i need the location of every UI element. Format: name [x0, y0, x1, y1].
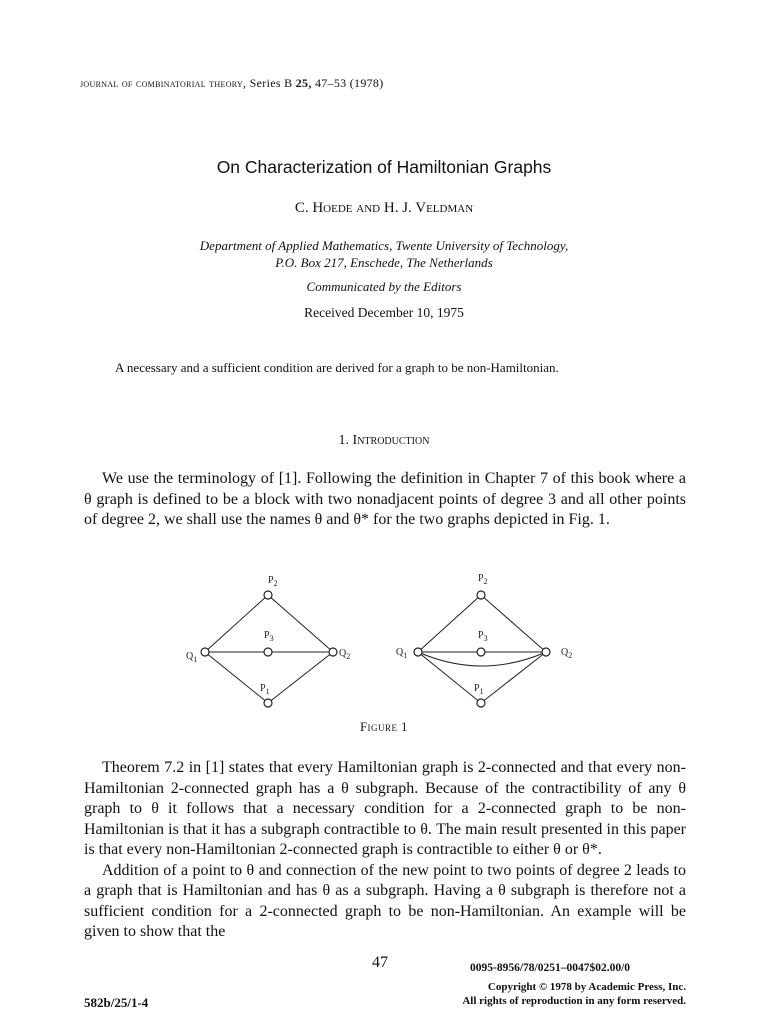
section-number: 1.: [338, 433, 350, 448]
journal-series: Series B: [249, 76, 293, 90]
journal-pages-year: 47–53 (1978): [314, 76, 384, 90]
vertex-p2-star: [477, 591, 485, 599]
label-q2: $Q_2$: [339, 648, 351, 661]
journal-name: journal of combinatorial theory,: [80, 76, 247, 90]
edge-p2-q2: [268, 595, 333, 652]
figure-1-graphs: [0, 565, 768, 715]
paragraph-3: Addition of a point to θ and connection of the new point to two points of degree 2 leads to a graph that is Hamiltonian and has θ as a subgraph. Having a θ subgraph is therefore not a sufficient condition for a 2-connected graph to be non-Hamiltonian. An example will be given to show that the: [84, 861, 686, 940]
figure-caption: Figure 1: [360, 720, 408, 734]
edge-p1-q2: [268, 652, 333, 703]
vertex-q1-star: [414, 648, 422, 656]
label-p1-star: $P_1$: [474, 683, 484, 696]
edge-q1-p2: [205, 595, 268, 652]
copyright-line-1: Copyright © 1978 by Academic Press, Inc.: [487, 981, 686, 993]
authors: [0, 200, 768, 217]
label-q1-star: $Q_1$: [396, 647, 408, 660]
label-p1: $P_1$: [260, 683, 270, 696]
paragraph-1: We use the terminology of [1]. Following the definition in Chapter 7 of this book where a θ graph is defined to be a block with two nonadjacent points of degree 3 and all other points of degree 2, we shall use the names θ and θ* for the two graphs depicted in Fig. 1.: [84, 470, 686, 528]
section-heading: [0, 433, 768, 449]
label-p3: $P_3$: [264, 630, 274, 643]
paragraphs-2-3: [84, 758, 686, 943]
label-q1: $Q_1$: [186, 651, 198, 664]
vertex-p1: [264, 699, 272, 707]
label-q2-star: $Q_2$: [561, 647, 573, 660]
vertex-p2: [264, 591, 272, 599]
edge-p1-q2-star: [481, 652, 546, 703]
edge-q1-p2-star: [418, 595, 481, 652]
paper-title: On Characterization of Hamiltonian Graphs: [216, 157, 552, 177]
author-1: C. Hoede: [294, 200, 353, 216]
author-conjunction: and: [356, 200, 381, 216]
vertex-p1-star: [477, 699, 485, 707]
received-date: Received December 10, 1975: [304, 305, 464, 320]
theta-star-graph: [396, 573, 572, 707]
affiliation: [0, 237, 768, 271]
affiliation-line-2: P.O. Box 217, Enschede, The Netherlands: [275, 255, 493, 270]
copyright-line-2: All rights of reproduction in any form reserved.: [462, 995, 686, 1007]
author-2: H. J. Veldman: [383, 200, 474, 216]
journal-volume: 25,: [295, 76, 312, 90]
vertex-p3: [264, 648, 272, 656]
abstract: A necessary and a sufficient condition are derived for a graph to be non-Hamiltonian.: [115, 360, 559, 375]
issn-code: 0095-8956/78/0251–0047$02.00/0: [470, 962, 631, 974]
label-p2: $P_2$: [268, 575, 278, 588]
vertex-q2-star: [542, 648, 550, 656]
edge-q1-p1-star: [418, 652, 481, 703]
vertex-p3-star: [477, 648, 485, 656]
affiliation-line-1: Department of Applied Mathematics, Twente University of Technology,: [199, 238, 569, 253]
footer-code: 582b/25/1-4: [84, 995, 149, 1010]
vertex-q2: [329, 648, 337, 656]
paragraph-2: Theorem 7.2 in [1] states that every Hamiltonian graph is 2-connected and that every non-Hamiltonian 2-connected graph has a θ subgraph. Because of the contractibility of any θ graph to θ it follows that a necessary condition for a 2-connected graph to be non-Hamiltonian is that it has a subgraph contractible to θ. The main result presented in this paper is that every non-Hamiltonian 2-connected graph is contractible to either θ or θ*.: [84, 759, 686, 858]
edge-p2-q2-star: [481, 595, 546, 652]
theta-graph: [186, 575, 350, 707]
communicated-by: Communicated by the Editors: [306, 279, 462, 294]
section-title: Introduction: [352, 433, 430, 448]
label-p2-star: $P_2$: [478, 573, 488, 586]
copyright-notice: [430, 980, 686, 1008]
label-p3-star: $P_3$: [478, 630, 488, 643]
journal-header: [80, 76, 384, 91]
edge-q1-p1: [205, 652, 268, 703]
page-number: 47: [372, 954, 388, 971]
vertex-q1: [201, 648, 209, 656]
